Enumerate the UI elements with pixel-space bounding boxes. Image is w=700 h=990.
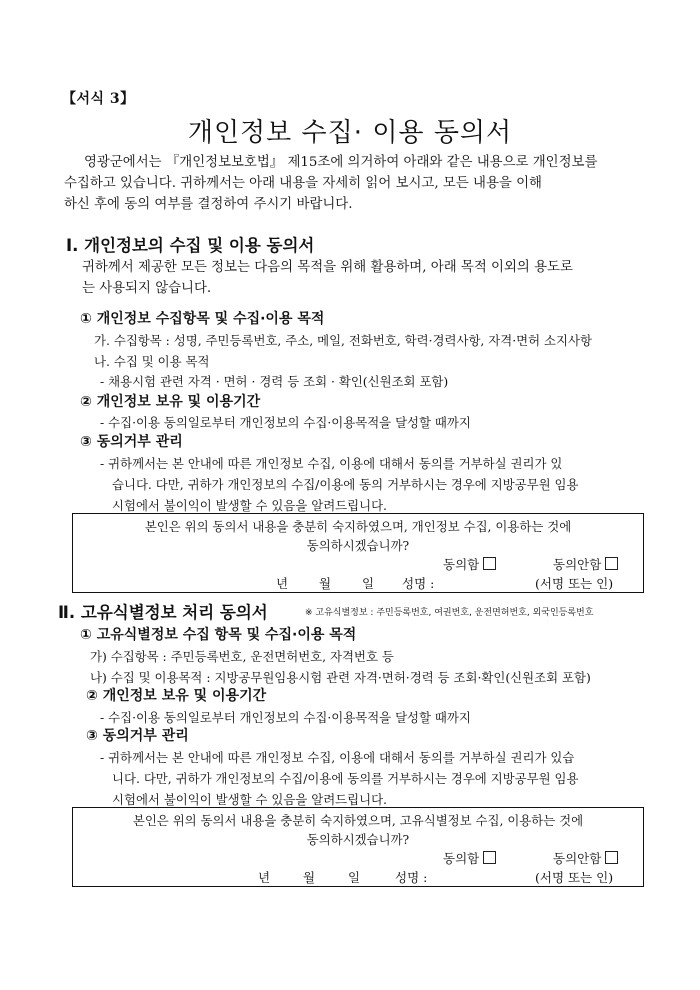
section1-heading: Ⅰ. 개인정보의 수집 및 이용 동의서: [66, 236, 315, 255]
page-title: 개인정보 수집· 이용 동의서: [187, 118, 513, 148]
section2-sign-label: (서명 또는 인): [535, 870, 614, 885]
section1-agree-checkbox[interactable]: [483, 557, 496, 570]
section2-note: ※ 고유식별정보 : 주민등록번호, 여권번호, 운전면허번호, 외국인등록번호: [305, 608, 594, 618]
section1-collect-items: 가. 수집항목 : 성명, 주민등록번호, 주소, 메일, 전화번호, 학력·경력사항, 자격·면허 소지사항: [94, 333, 592, 348]
section1-purpose-label: 나. 수집 및 이용 목적: [94, 354, 210, 369]
section1-consent-question-2: 동의하시겠습니까?: [306, 538, 410, 553]
section2-refusal-line-3: 시험에서 불이익이 발생할 수 있음을 알려드립니다.: [112, 792, 387, 807]
section2-month-label: 월: [303, 870, 316, 885]
section2-day-label: 일: [348, 870, 361, 885]
section2-disagree-label: 동의안함: [553, 851, 602, 866]
section2-retention-text: - 수집·이용 동의일로부터 개인정보의 수집·이용목적을 달성할 때까지: [100, 710, 471, 725]
section2-sub3-heading: ③ 동의거부 관리: [86, 728, 189, 744]
section1-disagree-label: 동의안함: [553, 557, 602, 572]
section1-disagree-option[interactable]: [553, 555, 618, 573]
section1-sign-label: (서명 또는 인): [535, 576, 614, 591]
section1-agree-option[interactable]: [443, 555, 496, 573]
section1-refusal-line-1: - 귀하께서는 본 안내에 따른 개인정보 수집, 이용에 대해서 동의를 거부하실 권리가 있: [100, 456, 563, 471]
section2-name-label: 성명 :: [395, 870, 428, 885]
section2-heading: Ⅱ. 고유식별정보 처리 동의서: [58, 603, 268, 622]
intro-line-1: 영광군에서는 『개인정보보호법』 제15조에 의거하여 아래와 같은 내용으로 개인정보를: [84, 155, 598, 170]
section2-sub2-heading: ② 개인정보 보유 및 이용기간: [86, 688, 267, 704]
section1-day-label: 일: [362, 576, 375, 591]
section2-agree-option[interactable]: [443, 849, 496, 867]
section1-sub2-heading: ② 개인정보 보유 및 이용기간: [80, 394, 261, 410]
section2-agree-checkbox[interactable]: [483, 851, 496, 864]
section2-purpose-text: 나) 수집 및 이용목적 : 지방공무원임용시험 관련 자격·면허·경력 등 조회·확인(신원조회 포함): [90, 670, 591, 685]
section1-month-label: 월: [319, 576, 332, 591]
section1-retention-text: - 수집·이용 동의일로부터 개인정보의 수집·이용목적을 달성할 때까지: [100, 415, 471, 430]
section1-sub1-heading: ① 개인정보 수집항목 및 수집·이용 목적: [80, 311, 325, 327]
section1-disagree-checkbox[interactable]: [605, 557, 618, 570]
section1-consent-question-1: 본인은 위의 동의서 내용을 충분히 숙지하였으며, 개인정보 수집, 이용하는 것에: [144, 519, 572, 534]
intro-line-3: 하신 후에 동의 여부를 결정하여 주시기 바랍니다.: [64, 197, 353, 212]
section2-sub1-heading: ① 고유식별정보 수집 항목 및 수집·이용 목적: [80, 627, 357, 643]
section2-collect-items: 가) 수집항목 : 주민등록번호, 운전면허번호, 자격번호 등: [90, 649, 394, 664]
section1-intro-2: 는 사용되지 않습니다.: [82, 281, 212, 296]
section2-consent-box: [72, 807, 644, 887]
section2-disagree-checkbox[interactable]: [605, 851, 618, 864]
section1-agree-label: 동의함: [443, 557, 480, 572]
form-number: 【서식 3】: [62, 91, 135, 107]
section2-consent-question-2: 동의하시겠습니까?: [306, 832, 410, 847]
section2-agree-label: 동의함: [443, 851, 480, 866]
section1-refusal-line-2: 습니다. 다만, 귀하가 개인정보의 수집/이용에 동의 거부하시는 경우에 지방공무원 임용: [112, 477, 579, 492]
section2-year-label: 년: [258, 870, 271, 885]
section1-purpose-text: - 채용시험 관련 자격 · 면허 · 경력 등 조회 · 확인(신원조회 포함): [100, 374, 449, 389]
section1-name-label: 성명 :: [402, 576, 435, 591]
section1-year-label: 년: [276, 576, 289, 591]
section1-sub3-heading: ③ 동의거부 관리: [80, 434, 183, 450]
intro-line-2: 수집하고 있습니다. 귀하께서는 아래 내용을 자세히 읽어 보시고, 모든 내용을 이해: [64, 176, 542, 191]
section2-refusal-line-1: - 귀하께서는 본 안내에 따른 개인정보 수집, 이용에 대해서 동의를 거부하실 권리가 있습: [100, 750, 575, 765]
section1-intro-1: 귀하께서 제공한 모든 정보는 다음의 목적을 위해 활용하며, 아래 목적 이외의 용도로: [82, 260, 573, 275]
section1-consent-box: [72, 513, 644, 593]
section2-disagree-option[interactable]: [553, 849, 618, 867]
section2-consent-question-1: 본인은 위의 동의서 내용을 충분히 숙지하였으며, 고유식별정보 수집, 이용하는 것에: [132, 813, 584, 828]
section1-refusal-line-3: 시험에서 불이익이 발생할 수 있음을 알려드립니다.: [112, 498, 387, 513]
section2-refusal-line-2: 니다. 다만, 귀하가 개인정보의 수집/이용에 동의를 거부하시는 경우에 지방공무원 임용: [112, 771, 579, 786]
